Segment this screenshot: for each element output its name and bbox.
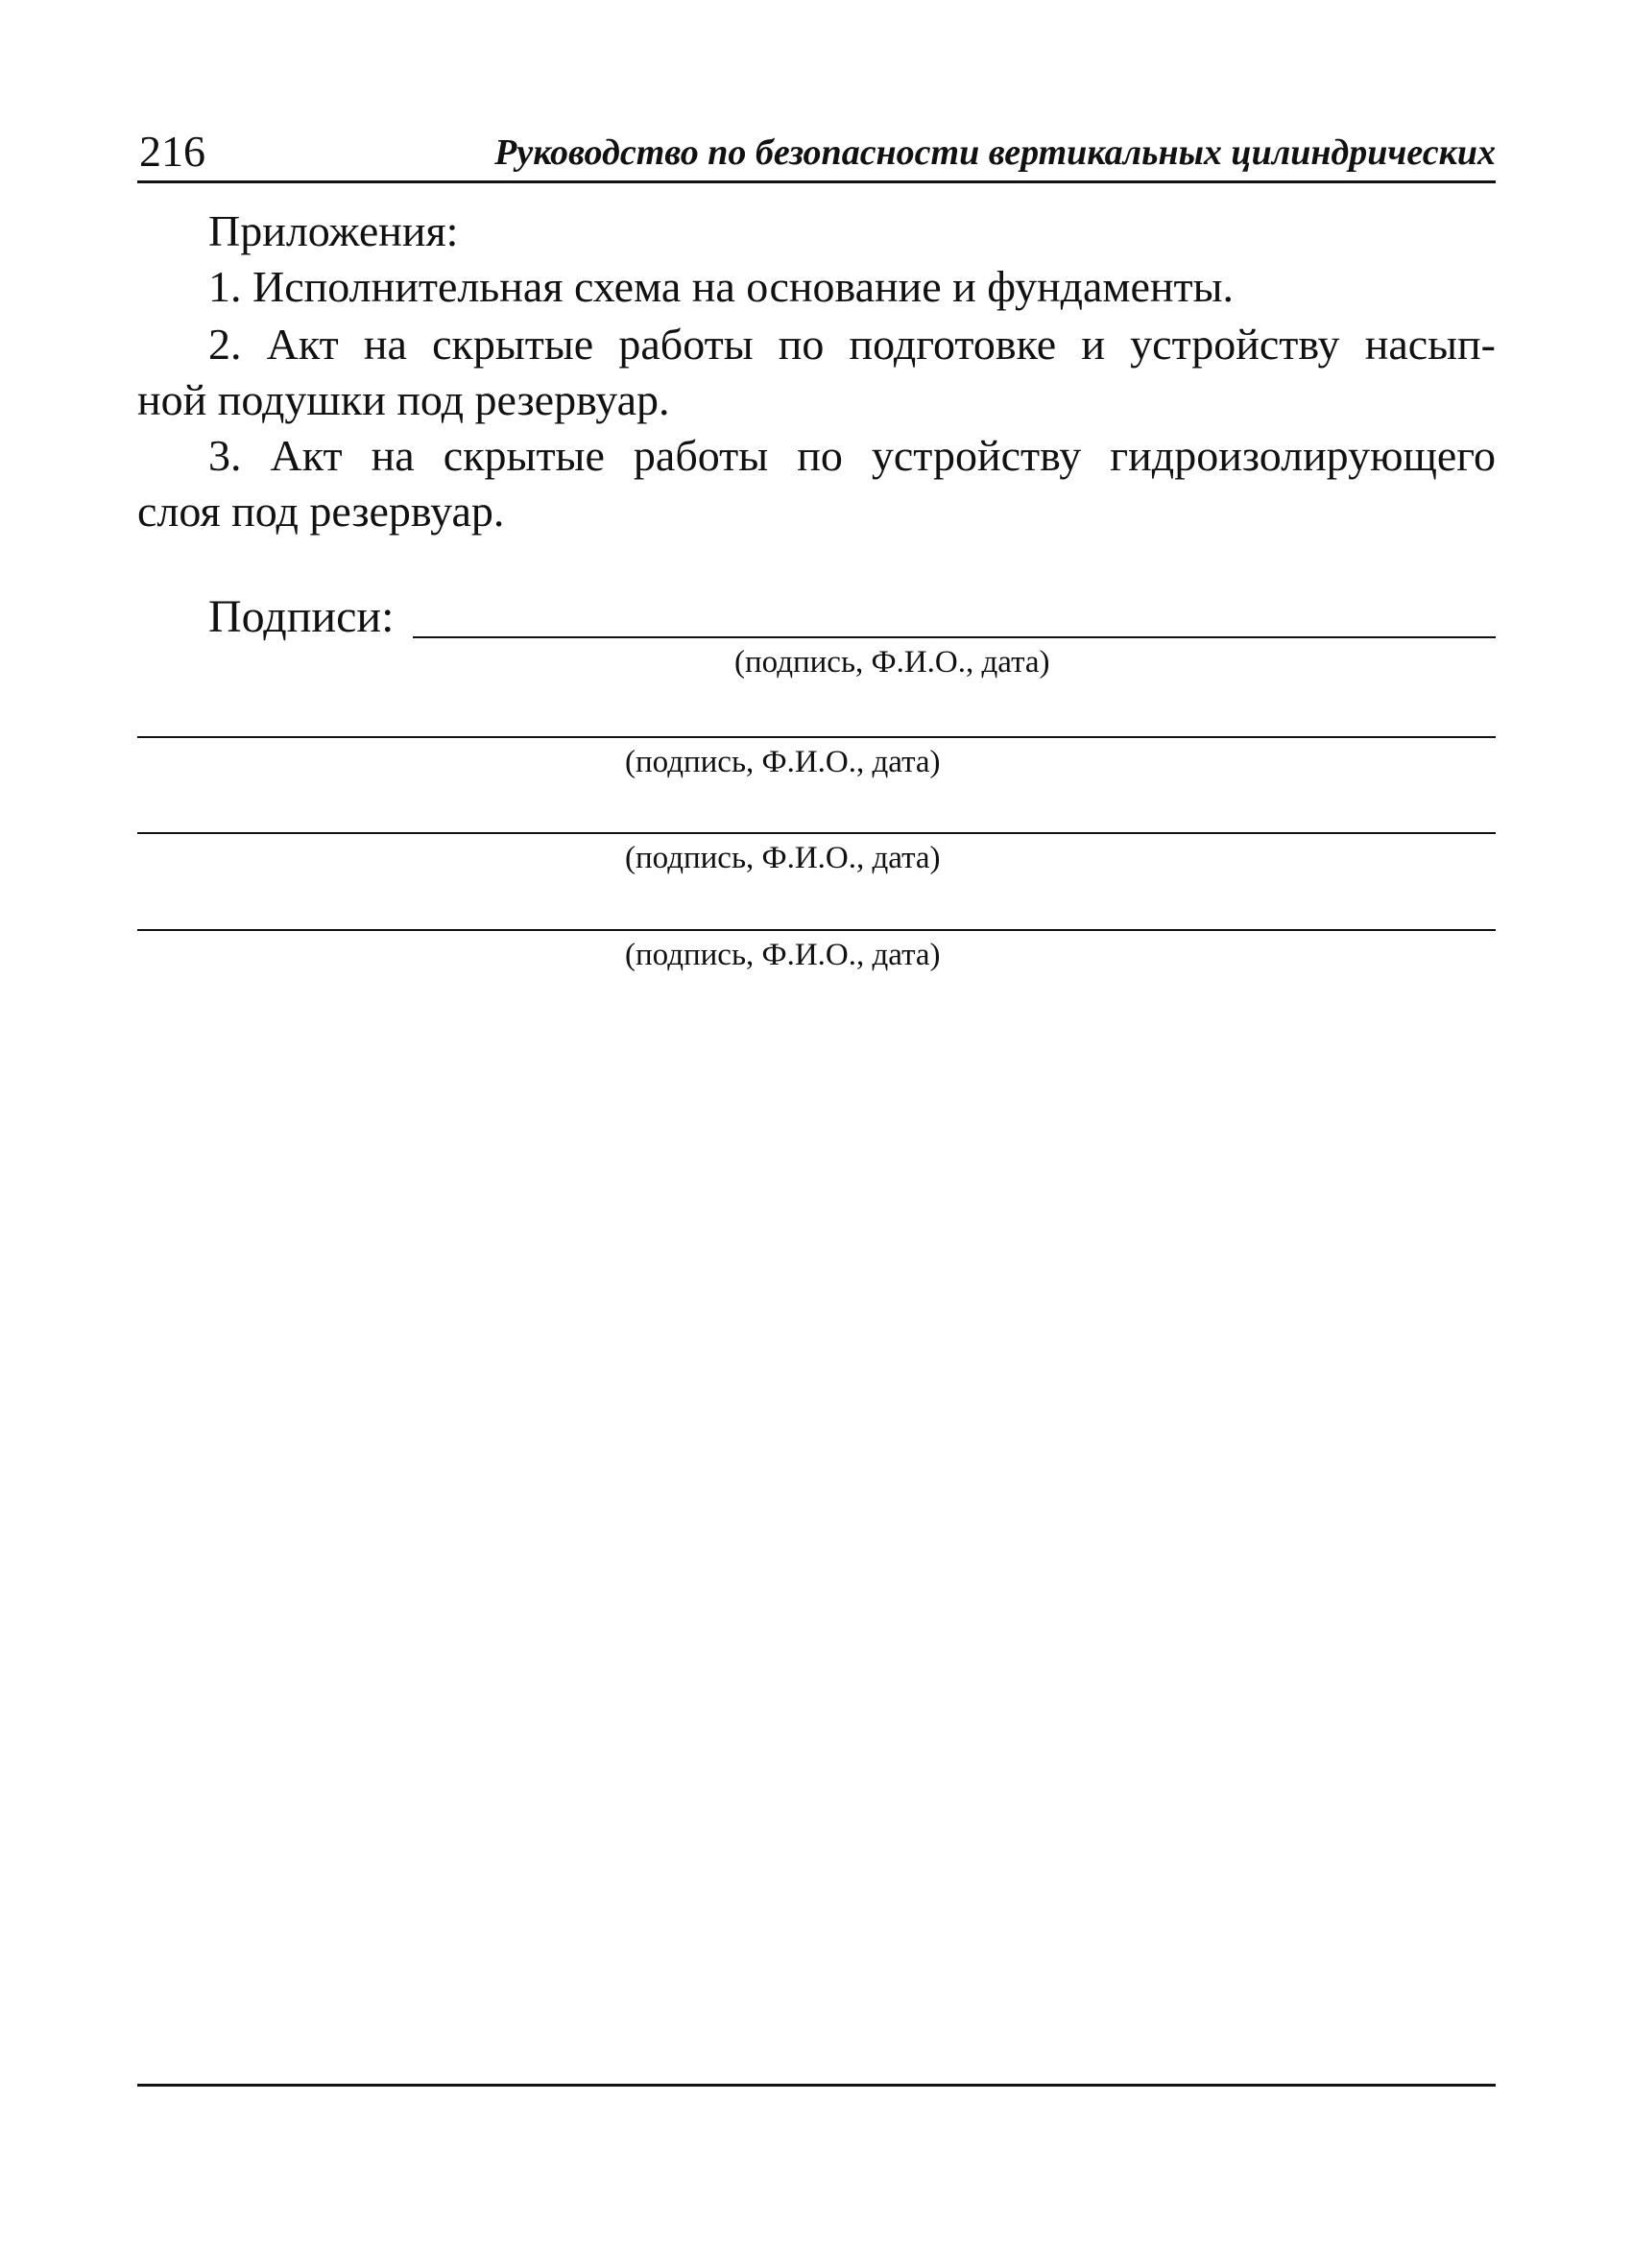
signature-line-3: [137, 832, 1496, 834]
attachment-item-3-line-2: слоя под резервуар.: [137, 487, 505, 536]
attachments-heading: Приложения:: [208, 206, 459, 255]
running-title: Руководство по безопасности вертикальных цилиндрических: [494, 132, 1496, 173]
signature-caption-3: (подпись, Ф.И.О., дата): [625, 841, 941, 875]
attachment-item-1: 1. Исполнительная схема на основание и фундаменты.: [208, 262, 1235, 311]
attachment-item-2-line-1: 2. Акт на скрытые работы по подготовке и устройству насып-: [208, 320, 1496, 369]
signature-caption-2: (подпись, Ф.И.О., дата): [625, 745, 941, 779]
signature-line-2: [137, 736, 1496, 738]
page-number: 216: [139, 127, 205, 176]
signature-line-1: [413, 636, 1496, 638]
footer-rule: [137, 2084, 1496, 2087]
signature-caption-1: (подпись, Ф.И.О., дата): [734, 645, 1050, 680]
attachment-item-2-line-2: ной подушки под резервуар.: [137, 375, 670, 424]
attachment-item-3-line-1: 3. Акт на скрытые работы по устройству гидроизолирующего: [208, 431, 1496, 480]
signature-line-4: [137, 929, 1496, 931]
signature-caption-4: (подпись, Ф.И.О., дата): [625, 938, 941, 972]
page-header: [137, 123, 1496, 183]
signatures-label: Подписи:: [208, 591, 395, 642]
